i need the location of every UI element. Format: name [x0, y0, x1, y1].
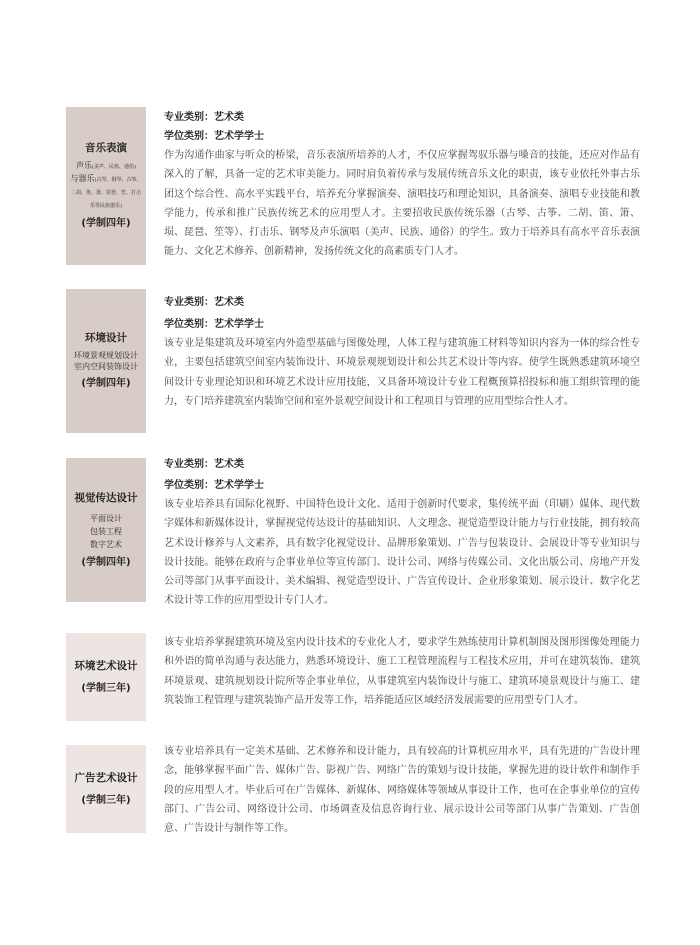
major-category: 专业类别：艺术类	[164, 297, 244, 308]
subtitle-line: 包装工程	[90, 526, 122, 536]
study-duration: (学制三年)	[81, 682, 131, 694]
subtitle-line: 与器乐	[70, 174, 95, 183]
major-label-box	[66, 745, 146, 833]
major-title: 视觉传达设计	[74, 491, 138, 504]
major-description: 该专业培养具有国际化视野、中国特色设计文化、适用于创新时代要求，集传统平面（印刷）媒体、现代数字媒体和新媒体设计，掌握视觉传达设计的基础知识、人文理念、视觉造型设计能力与行业技能，拥有较高艺术设计修养与人文素养，具有数字化视觉设计、品牌形象策划、广告与包装设计、会展设计等专业知识与设计技能。能够在政府与企事业单位等宣传部门、设计公司、网络与传媒公司、文化出版公司、房地产开发公司等部门从事平面设计、美术编辑、视觉造型设计、广告宣传设计、企业形象策划、展示设计、数字化艺术设计等工作的应用型设计专门人才。	[164, 499, 640, 607]
major-entry-advertising-art-design	[66, 745, 640, 833]
major-subtitle	[74, 350, 138, 372]
subtitle-line: 环境景观规划设计	[74, 351, 138, 360]
major-entry-environmental-art-design	[66, 633, 640, 721]
study-duration: (学制四年)	[81, 218, 131, 229]
major-title: 环境设计	[85, 332, 127, 344]
major-description: 该专业是集建筑及环境室内外造型基础与图像处理，人体工程与建筑施工材料等知识内容为一体的综合性专业，主要包括建筑空间室内装饰设计、环境景观规划设计和公共艺术设计等内容。使学生既熟悉建筑环境空间设计专业理论知识和环境艺术设计应用技能，又具备环境设计专业工程概预算招投标和施工组织管理的能力，专门培养建筑室内装饰空间和室外景观空间设计和工程项目与管理的应用型综合性人才。	[164, 338, 640, 407]
major-label-box	[66, 633, 146, 721]
major-content	[164, 294, 640, 411]
major-content	[164, 456, 640, 611]
major-content	[164, 742, 640, 838]
major-subtitle	[90, 512, 122, 551]
major-entry-visual-communication	[66, 458, 640, 607]
major-category: 专业类别：艺术类	[164, 459, 244, 470]
major-description: 该专业培养掌握建筑环境及室内设计技术的专业化人才，要求学生熟练使用计算机制图及图形图像处理能力和外语的简单沟通与表达能力，熟悉环境设计、施工工程管理流程与工程技术应用，并可在建筑装饰、建筑环境景观、建筑规划设计院所等企事业单位，从事建筑室内装饰设计与施工、建筑环境景观设计与施工、建筑装饰工程管理与建筑装饰产品开发等工作，培养能适应区域经济发展需要的应用型专门人才。	[164, 637, 640, 706]
major-label-box	[66, 289, 146, 433]
major-description: 该专业培养具有一定美术基础、艺术修养和设计能力，具有较高的计算机应用水平，具有先进的广告设计理念，能够掌握平面广告、媒体广告、影视广告、网络广告的策划与设计技能，掌握先进的设计软件和制作手段的应用型人才。毕业后可在广告媒体、新媒体、网络媒体等领域从事设计工作，也可在企事业单位的宣传部门、广告公司、网络设计公司、市场调查及信息咨询行业、展示设计公司等部门从事广告策划、广告创意、广告设计与制作等工作。	[164, 746, 640, 835]
subtitle-note: (美声、民族、通俗)	[92, 164, 136, 170]
subtitle-line: 数字艺术	[90, 539, 122, 549]
major-entry-environmental-design	[66, 289, 640, 433]
major-title: 音乐表演	[85, 142, 127, 154]
major-content	[164, 107, 640, 262]
major-category: 专业类别：艺术类	[164, 112, 244, 123]
subtitle-line: 声乐	[76, 161, 93, 170]
subtitle-note: (古琴、钢琴、古筝、二胡、笛、箫、琵琶、笙、打击乐等民族器乐)	[70, 177, 142, 209]
major-label-box	[66, 458, 146, 602]
degree-category: 学位类别：艺术学学士	[164, 131, 264, 142]
major-label-box	[66, 107, 146, 265]
study-duration: (学制三年)	[81, 794, 131, 806]
major-description: 作为沟通作曲家与听众的桥梁，音乐表演所培养的人才，不仅应掌握驾驭乐器与嗓音的技能，还应对作品有深入的了解，具备一定的艺术审美能力。同时肩负着传承与发展传统音乐文化的职责，该专业依托外事古乐团这个综合性、高水平实践平台，培养充分掌握演奏、演唱技巧和理论知识，具备演奏、演唱专业技能和教学能力，传承和推广民族传统艺术的应用型人才。主要招收民族传统乐器（古琴、古筝、二胡、笛、箫、埙、琵琶、笙等）、打击乐、钢琴及声乐演唱（美声、民族、通俗）的学生。致力于培养具有高水平音乐表演能力、文化艺术修养、创新精神，发扬传统文化的高素质专门人才。	[164, 150, 640, 258]
degree-category: 学位类别：艺术学学士	[164, 319, 264, 330]
major-subtitle	[70, 160, 142, 212]
subtitle-line: 平面设计	[90, 513, 122, 523]
degree-category: 学位类别：艺术学学士	[164, 480, 264, 491]
study-duration: (学制四年)	[81, 556, 131, 568]
major-title: 环境艺术设计	[74, 659, 138, 672]
study-duration: (学制四年)	[81, 378, 131, 389]
major-entry-music-performance	[66, 107, 640, 265]
major-title: 广告艺术设计	[74, 771, 138, 784]
subtitle-line: 室内空间装饰设计	[74, 362, 138, 371]
major-content	[164, 633, 640, 710]
